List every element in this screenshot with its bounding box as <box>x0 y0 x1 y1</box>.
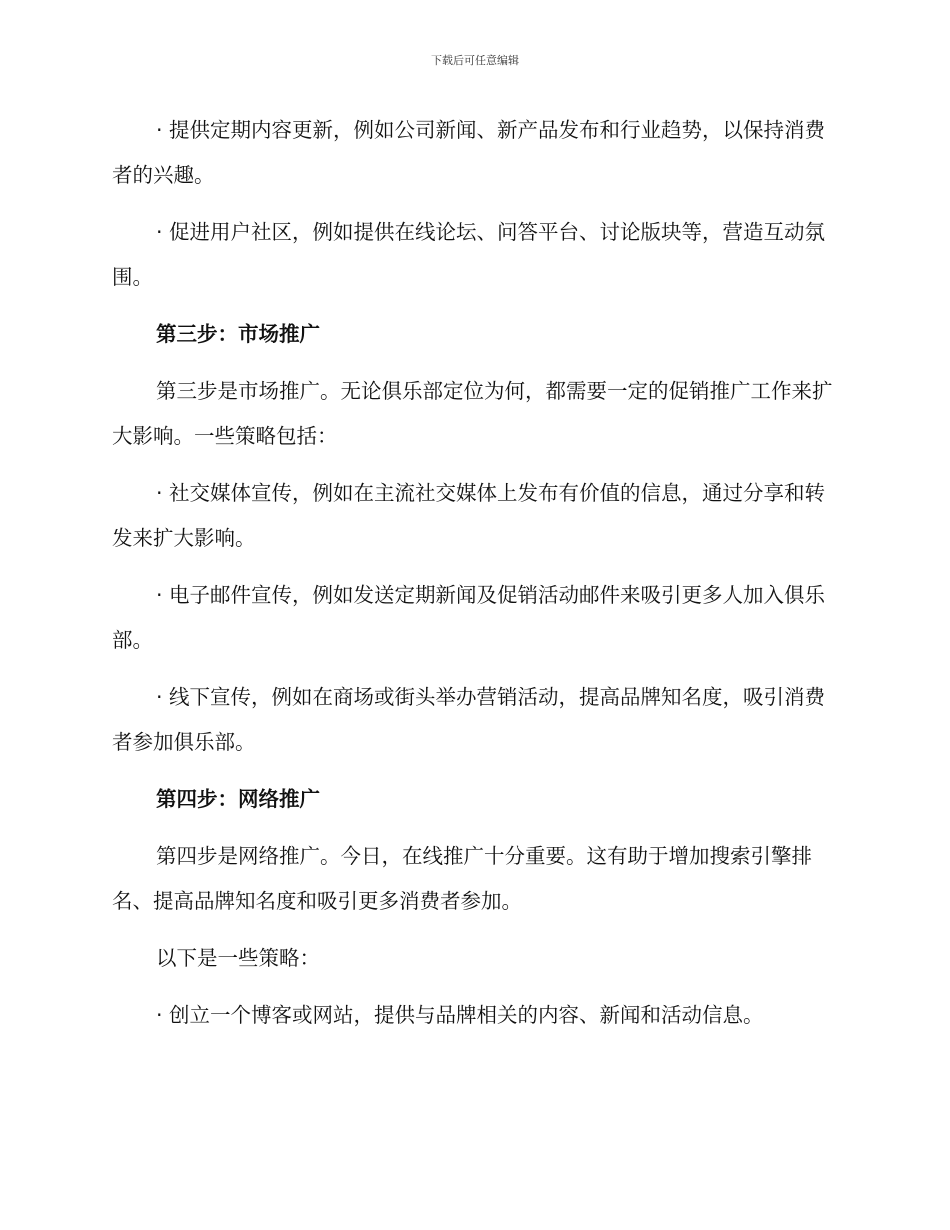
bullet-offline: · 线下宣传，例如在商场或街头举办营销活动，提高品牌知名度，吸引消费者参加俱乐部。 <box>112 685 826 754</box>
document-body <box>112 108 836 1050</box>
header-note: 下载后可任意编辑 <box>431 54 519 67</box>
section-heading-step4: 第四步：网络推广 <box>156 787 320 811</box>
paragraph-step4-intro: 第四步是网络推广。今日，在线推广十分重要。这有助于增加搜索引擎排名、提高品牌知名度和吸引更多消费者参加。 <box>112 844 812 913</box>
bullet-user-community: · 促进用户社区，例如提供在线论坛、问答平台、讨论版块等，营造互动氛围。 <box>112 220 826 289</box>
paragraph-strategies-lead: 以下是一些策略： <box>156 946 320 970</box>
bullet-content-updates: · 提供定期内容更新，例如公司新闻、新产品发布和行业趋势，以保持消费者的兴趣。 <box>112 118 826 187</box>
paragraph-step3-intro: 第三步是市场推广。无论俱乐部定位为何，都需要一定的促销推广工作来扩大影响。一些策略包括： <box>112 379 833 448</box>
bullet-email: · 电子邮件宣传，例如发送定期新闻及促销活动邮件来吸引更多人加入俱乐部。 <box>112 583 826 652</box>
section-heading-step3: 第三步：市场推广 <box>156 322 320 346</box>
bullet-social-media: · 社交媒体宣传，例如在主流社交媒体上发布有价值的信息，通过分享和转发来扩大影响。 <box>112 481 826 550</box>
bullet-blog-website: · 创立一个博客或网站，提供与品牌相关的内容、新闻和活动信息。 <box>156 1003 764 1027</box>
